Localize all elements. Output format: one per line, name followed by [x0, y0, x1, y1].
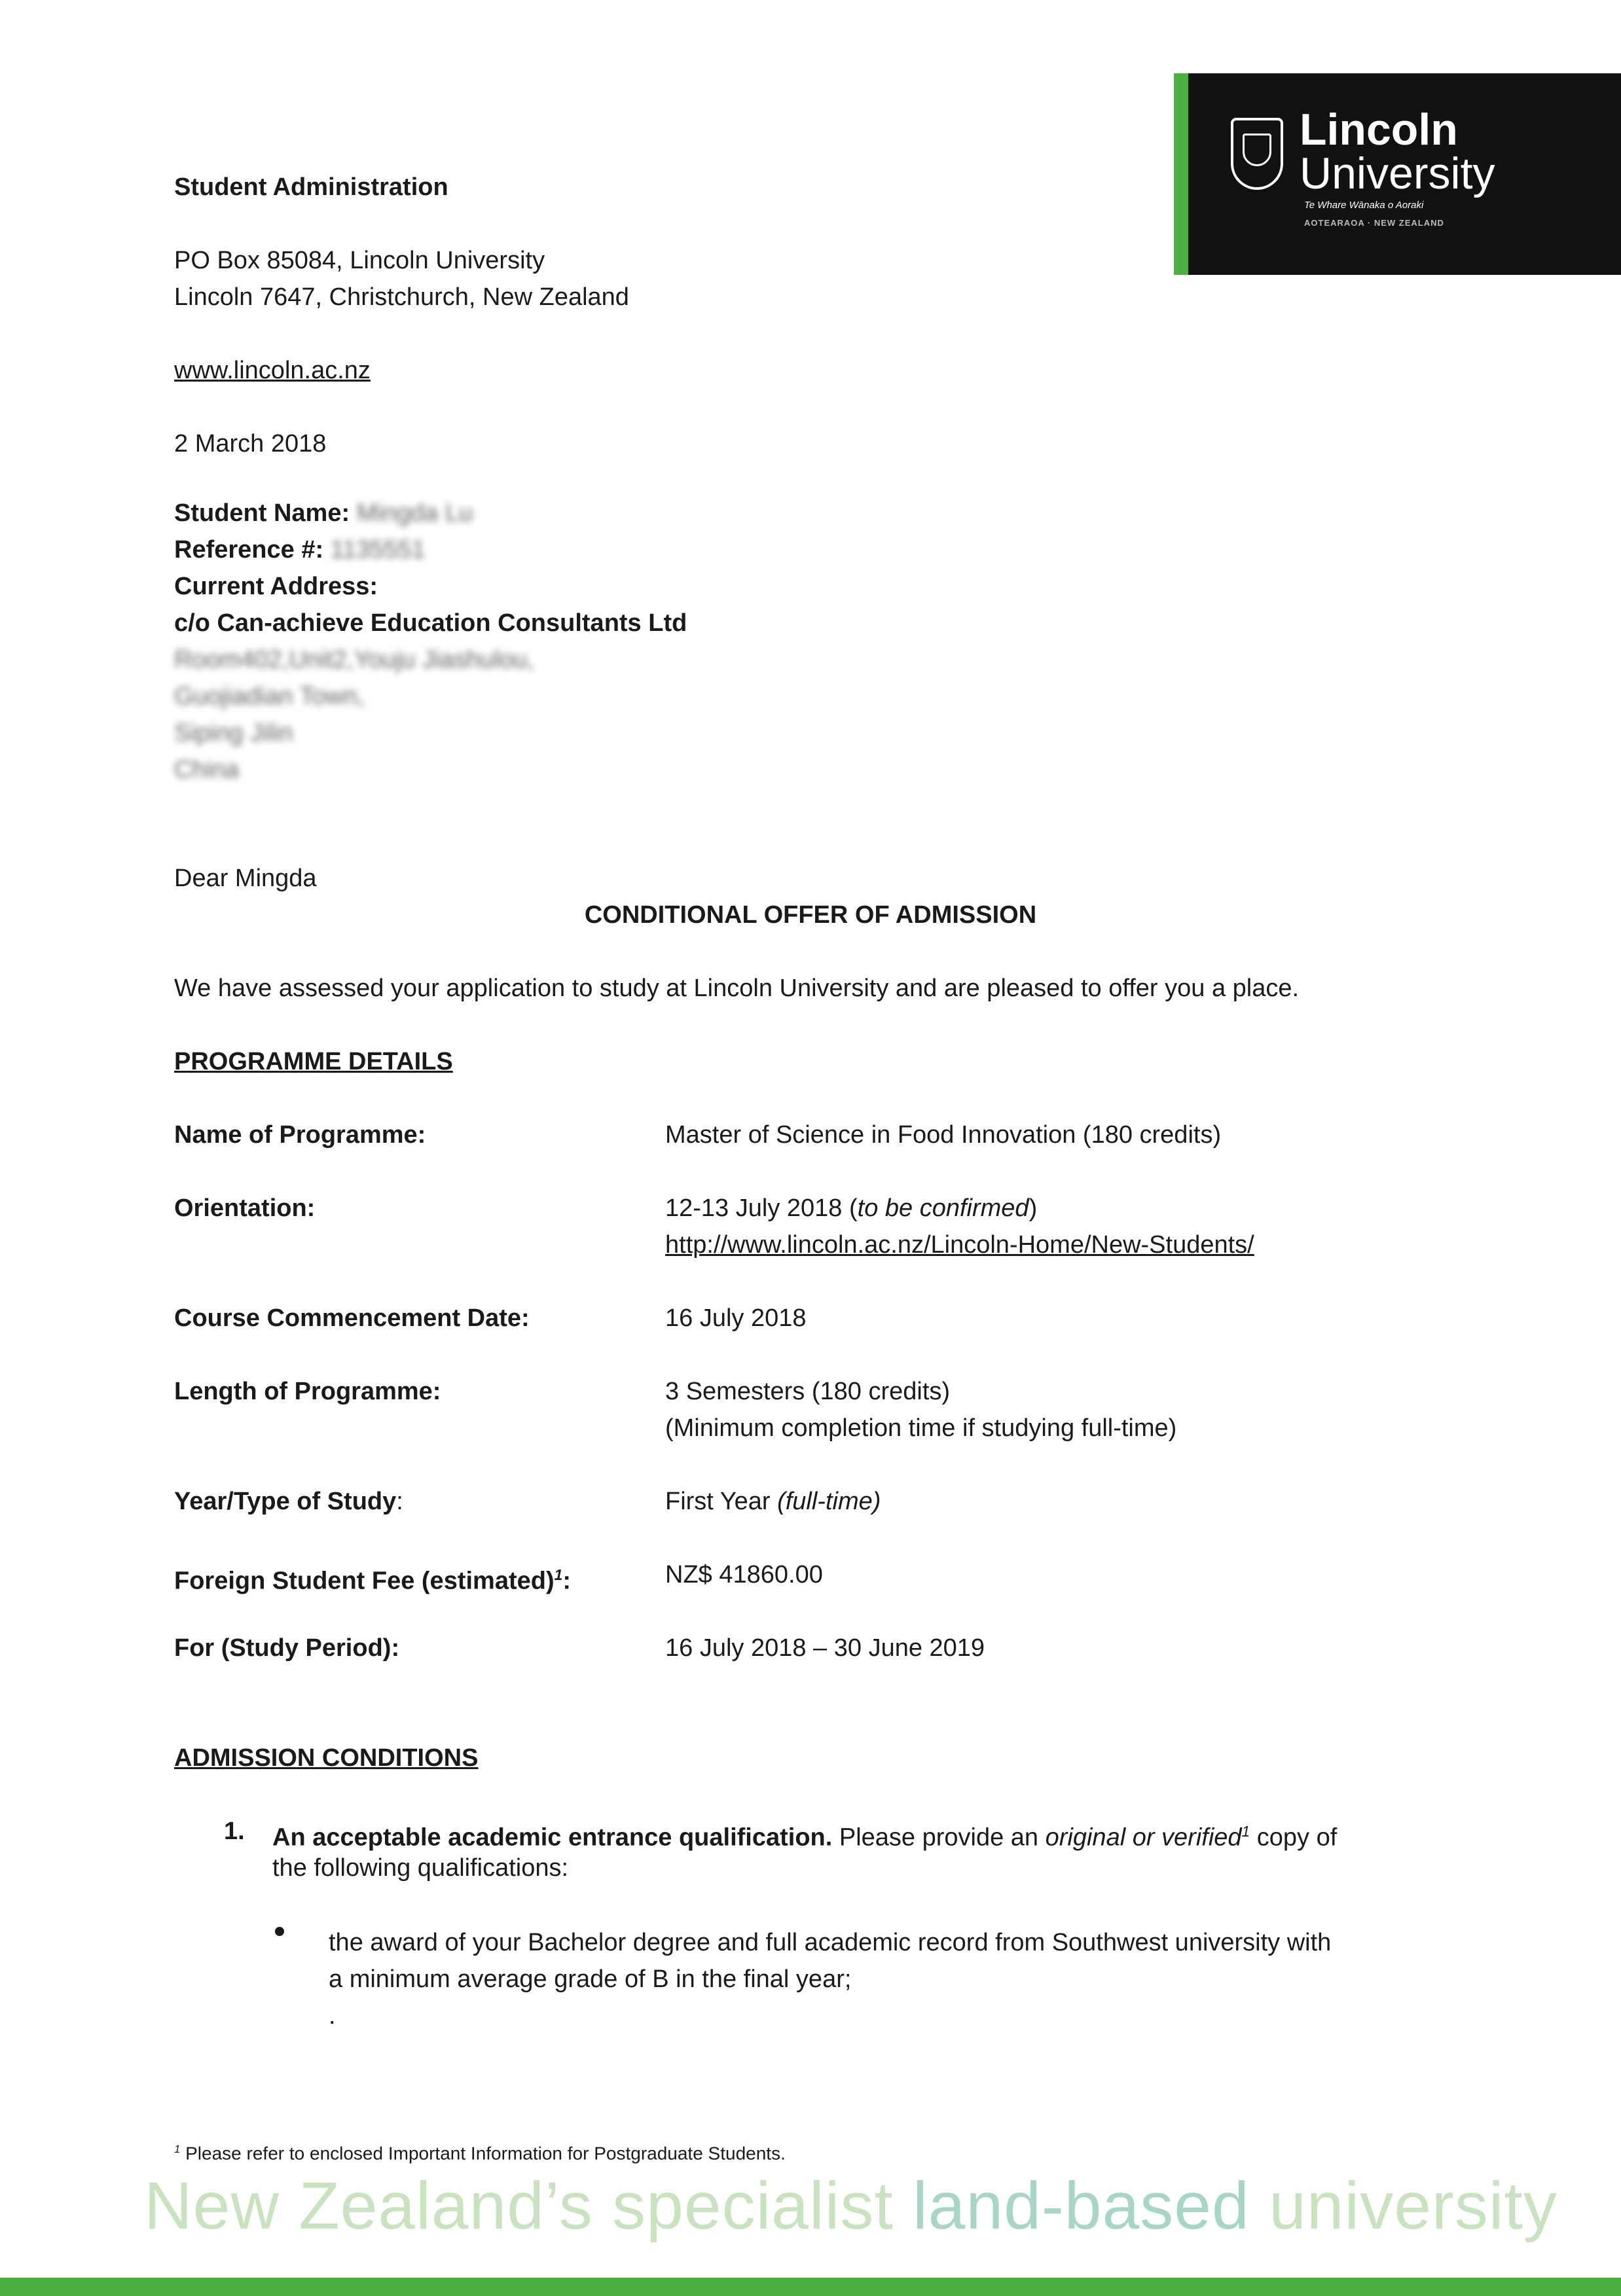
orientation-note: to be confirmed — [857, 1194, 1029, 1222]
length-note: (Minimum completion time if studying full-time) — [665, 1414, 1177, 1442]
website-link[interactable]: www.lincoln.ac.nz — [174, 357, 371, 384]
logo-name: Lincoln — [1300, 105, 1458, 154]
bullet-icon — [275, 1927, 284, 1936]
student-name-value: Mingda Lu — [356, 499, 473, 527]
admission-conditions-title: ADMISSION CONDITIONS — [174, 1744, 479, 1772]
orientation-link[interactable]: http://www.lincoln.ac.nz/Lincoln-Home/New-Students/ — [665, 1231, 1254, 1259]
fee-value: NZ$ 41860.00 — [665, 1561, 823, 1588]
year-type-value — [665, 1483, 881, 1520]
address-line: China — [174, 756, 240, 783]
sender-address-line-2: Lincoln 7647, Christchurch, New Zealand — [174, 283, 629, 311]
length-label: Length of Programme: — [174, 1378, 441, 1405]
fee-label-text: Foreign Student Fee (estimated) — [174, 1567, 555, 1595]
condition-1-text: Please provide an — [832, 1823, 1046, 1852]
condition-1-italic: original or verified — [1045, 1823, 1242, 1852]
address-line: Guojiadian Town, — [174, 683, 365, 710]
sender-department: Student Administration — [174, 173, 448, 201]
university-crest-icon — [1231, 118, 1283, 190]
year-type-colon: : — [396, 1488, 403, 1515]
address-line: Room402,Unit2,Youju Jiashulou, — [174, 646, 534, 673]
commencement-value: 16 July 2018 — [665, 1304, 807, 1332]
tagline-part-2: land-based — [913, 2168, 1250, 2243]
student-name-row — [174, 495, 473, 531]
year-type-label: Year/Type of Study — [174, 1488, 397, 1515]
bullet-line-1: the award of your Bachelor degree and full academic record from Southwest university with — [329, 1929, 1332, 1956]
commencement-label: Course Commencement Date: — [174, 1304, 530, 1332]
fee-label — [174, 1556, 571, 1600]
reference-value: 1135551 — [330, 536, 426, 564]
logo-maori-name: Te Whare Wānaka o Aoraki — [1304, 200, 1424, 211]
study-period-value: 16 July 2018 – 30 June 2019 — [665, 1634, 985, 1662]
sender-address-line-1: PO Box 85084, Lincoln University — [174, 247, 545, 274]
programme-name-value: Master of Science in Food Innovation (180 credits) — [665, 1121, 1222, 1149]
offer-heading: CONDITIONAL OFFER OF ADMISSION — [584, 901, 1037, 929]
footer-green-bar — [0, 2278, 1621, 2296]
current-address-label: Current Address: — [174, 573, 378, 600]
footnote — [174, 2138, 786, 2165]
study-period-label: For (Study Period): — [174, 1634, 400, 1662]
footnote-marker: 1 — [174, 2143, 181, 2155]
orientation-value — [665, 1190, 1037, 1227]
logo-university: University — [1300, 149, 1495, 198]
logo-country: AOTEARAOA · NEW ZEALAND — [1304, 218, 1444, 228]
reference-label: Reference #: — [174, 536, 324, 564]
fee-footnote-ref: 1 — [554, 1566, 563, 1583]
programme-name-label: Name of Programme: — [174, 1121, 426, 1149]
condition-1-line-2: the following qualifications: — [272, 1854, 569, 1882]
orientation-close: ) — [1029, 1194, 1038, 1222]
bullet-line-3: . — [329, 2002, 336, 2030]
orientation-label: Orientation: — [174, 1194, 316, 1222]
year-type-row — [174, 1483, 403, 1520]
logo-green-stripe — [1174, 73, 1188, 275]
fee-label-colon: : — [562, 1567, 571, 1595]
reference-row — [174, 531, 426, 568]
condition-number: 1. — [224, 1818, 245, 1845]
bullet-line-2: a minimum average grade of B in the final year; — [329, 1965, 852, 1993]
length-value: 3 Semesters (180 credits) — [665, 1378, 951, 1405]
care-of-line: c/o Can-achieve Education Consultants Ltd — [174, 609, 687, 637]
salutation: Dear Mingda — [174, 865, 317, 892]
year-note: (full-time) — [777, 1488, 881, 1515]
footer-tagline — [144, 2166, 1557, 2245]
tagline-part-1: New Zealand’s specialist — [144, 2168, 913, 2243]
programme-details-title: PROGRAMME DETAILS — [174, 1048, 453, 1075]
intro-paragraph: We have assessed your application to study at Lincoln University and are pleased to offer you a place. — [174, 975, 1300, 1002]
orientation-date: 12-13 July 2018 ( — [665, 1194, 858, 1222]
student-name-label: Student Name: — [174, 499, 350, 527]
condition-1-title: An acceptable academic entrance qualification. — [272, 1823, 833, 1852]
year-value: First Year — [665, 1488, 778, 1515]
condition-1-text-end: copy of — [1250, 1823, 1338, 1852]
condition-1-footnote-ref: 1 — [1241, 1823, 1250, 1840]
address-line: Siping Jilin — [174, 719, 293, 747]
tagline-part-3: university — [1249, 2168, 1557, 2243]
footnote-text: Please refer to enclosed Important Information for Postgraduate Students. — [180, 2143, 786, 2164]
letter-date: 2 March 2018 — [174, 430, 327, 457]
